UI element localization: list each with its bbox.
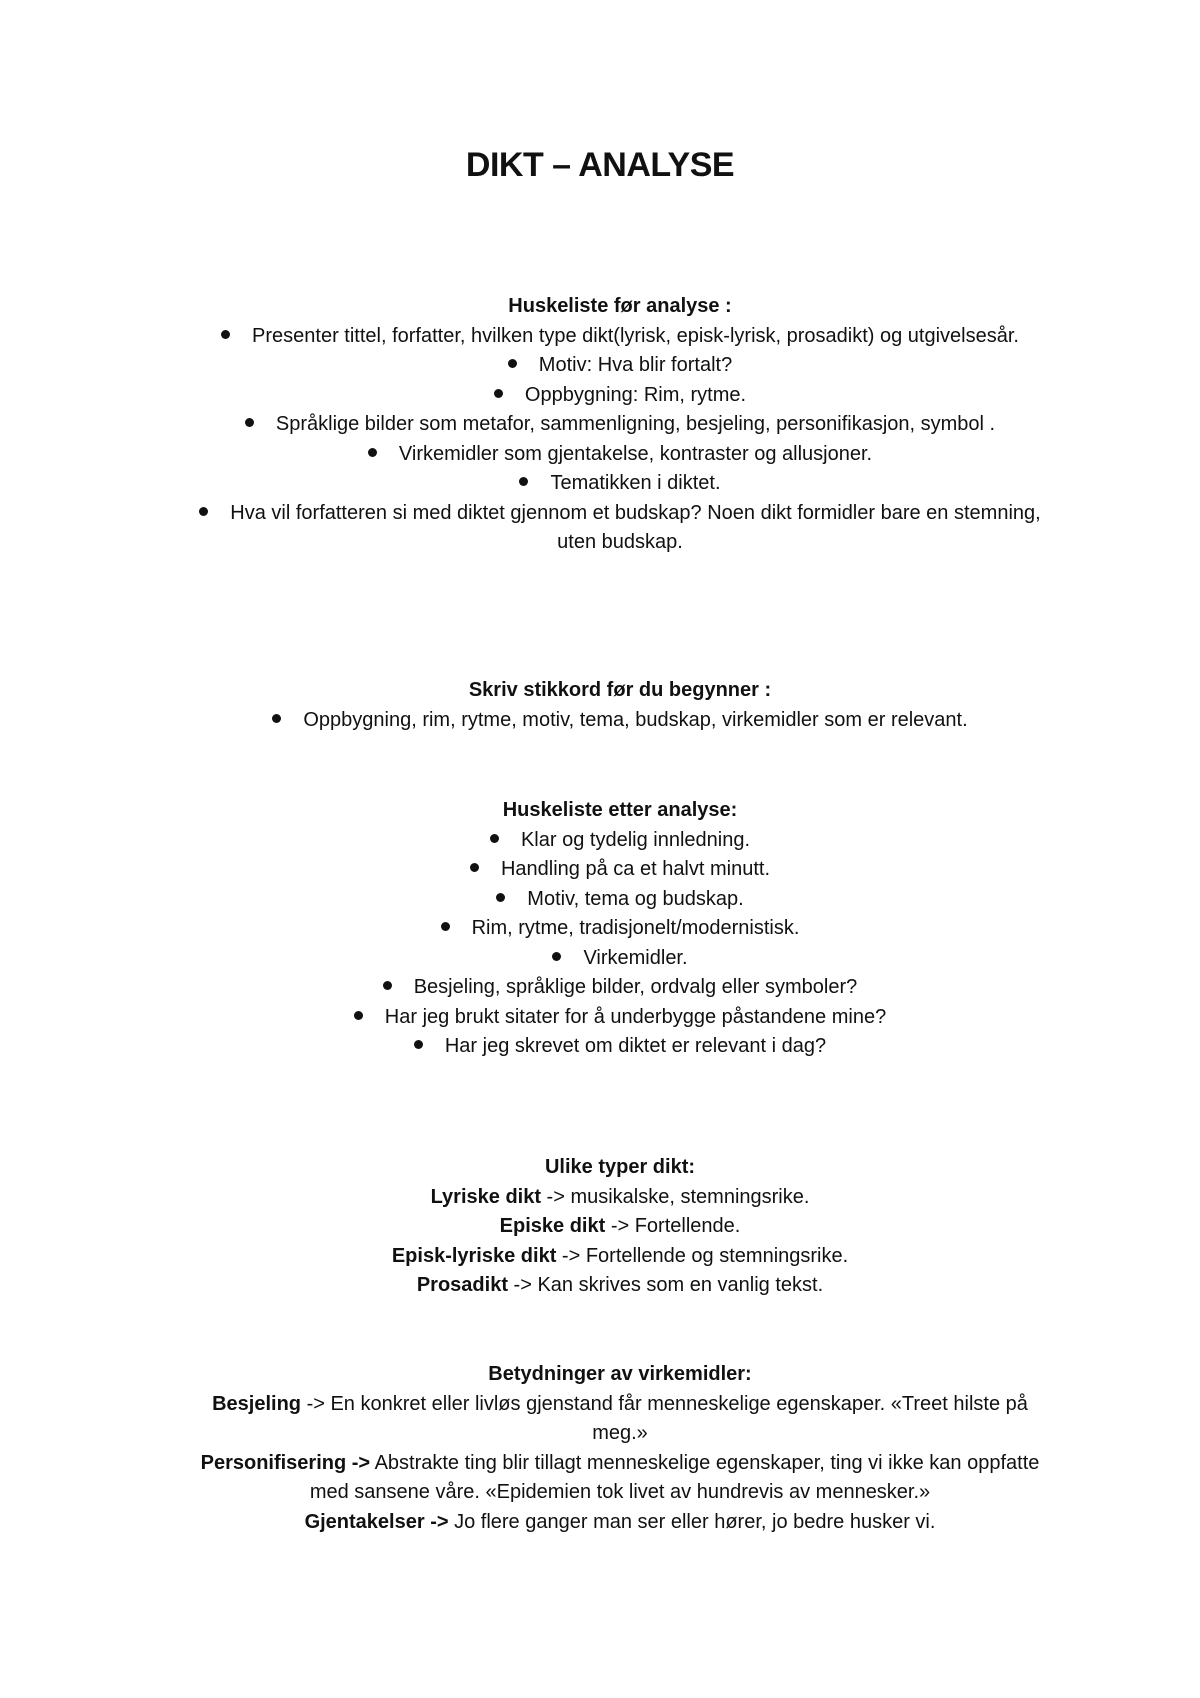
list-item-text: Handling på ca et halvt minutt. bbox=[500, 858, 771, 880]
list-item bbox=[190, 440, 1050, 470]
list-item-text: Hva vil forfatteren si med diktet gjennom et budskap? Noen dikt formidler bare en stemning, uten budskap. bbox=[230, 501, 1041, 553]
list-item bbox=[190, 1032, 1050, 1062]
list-item bbox=[190, 1003, 1050, 1033]
section-checklist-before bbox=[190, 292, 1050, 558]
list-item-text: Motiv, tema og budskap. bbox=[527, 887, 744, 910]
section-heading: Skriv stikkord før du begynner : bbox=[468, 679, 772, 701]
definition-term: Prosadikt bbox=[416, 1274, 508, 1296]
bullet-icon bbox=[552, 952, 561, 961]
definition-text: -> En konkret eller livløs gjenstand får menneskelige egenskaper. «Treet hilste på meg.» bbox=[301, 1392, 1028, 1444]
section-poem-types bbox=[190, 1153, 1050, 1301]
definition-line bbox=[190, 1242, 1050, 1272]
definition-line bbox=[190, 1183, 1050, 1213]
list-item bbox=[190, 410, 1050, 440]
list-item-text: Språklige bilder som metafor, sammenligning, besjeling, personifikasjon, symbol . bbox=[275, 413, 996, 435]
list-item-text: Virkemidler som gjentakelse, kontraster og allusjoner. bbox=[398, 442, 873, 465]
keywords-list bbox=[190, 706, 1050, 736]
section-devices-meaning bbox=[190, 1360, 1050, 1537]
definition-text: -> Fortellende. bbox=[605, 1215, 741, 1237]
bullet-icon bbox=[368, 448, 377, 457]
bullet-icon bbox=[496, 893, 505, 902]
section-heading: Betydninger av virkemidler: bbox=[488, 1363, 752, 1385]
list-item bbox=[190, 885, 1050, 915]
bullet-icon bbox=[221, 330, 230, 339]
list-item-text: Oppbygning: Rim, rytme. bbox=[524, 383, 747, 406]
list-item bbox=[190, 469, 1050, 499]
list-item bbox=[190, 826, 1050, 856]
checklist-before-list bbox=[190, 322, 1050, 558]
bullet-icon bbox=[441, 922, 450, 931]
bullet-icon bbox=[199, 507, 208, 516]
definition-text: Jo flere ganger man ser eller hører, jo bedre husker vi. bbox=[448, 1510, 936, 1533]
section-checklist-after bbox=[190, 796, 1050, 1062]
list-item bbox=[190, 944, 1050, 974]
definition-line bbox=[190, 1390, 1050, 1449]
bullet-icon bbox=[508, 359, 517, 368]
list-item bbox=[190, 499, 1050, 558]
definition-text: -> Fortellende og stemningsrike. bbox=[556, 1244, 849, 1267]
definition-line bbox=[190, 1212, 1050, 1242]
section-heading: Huskeliste før analyse : bbox=[508, 295, 732, 317]
definition-text: Abstrakte ting blir tillagt menneskelige egenskaper, ting vi ikke kan oppfatte med sansene våre. «Epidemien tok livet av hundrevis av mennesker.» bbox=[309, 1451, 1040, 1503]
list-item-text: Tematikken i diktet. bbox=[550, 472, 721, 494]
definition-line bbox=[190, 1271, 1050, 1301]
bullet-icon bbox=[494, 389, 503, 398]
section-keywords bbox=[190, 676, 1050, 735]
list-item-text: Presenter tittel, forfatter, hvilken type dikt(lyrisk, episk-lyrisk, prosadikt) og utgivelsesår. bbox=[252, 324, 1019, 347]
list-item-text: Klar og tydelig innledning. bbox=[520, 828, 751, 851]
checklist-after-list bbox=[190, 826, 1050, 1062]
definition-term: Gjentakelser -> bbox=[304, 1510, 449, 1533]
bullet-icon bbox=[519, 477, 528, 486]
page-title: DIKT – ANALYSE bbox=[465, 146, 735, 184]
bullet-icon bbox=[383, 981, 392, 990]
definition-line bbox=[190, 1449, 1050, 1508]
definition-term: Besjeling bbox=[212, 1392, 302, 1415]
bullet-icon bbox=[272, 714, 281, 723]
list-item bbox=[190, 381, 1050, 411]
bullet-icon bbox=[354, 1011, 363, 1020]
list-item-text: Besjeling, språklige bilder, ordvalg eller symboler? bbox=[413, 976, 858, 998]
definition-term: Episke dikt bbox=[499, 1215, 606, 1237]
definition-term: Episk-lyriske dikt bbox=[391, 1244, 557, 1267]
section-heading: Huskeliste etter analyse: bbox=[502, 799, 738, 821]
section-heading: Ulike typer dikt: bbox=[544, 1156, 696, 1178]
list-item bbox=[190, 706, 1050, 736]
definition-text: -> musikalske, stemningsrike. bbox=[541, 1185, 810, 1208]
definition-line bbox=[190, 1508, 1050, 1538]
list-item-text: Motiv: Hva blir fortalt? bbox=[538, 354, 733, 376]
list-item bbox=[190, 351, 1050, 381]
definition-term: Lyriske dikt bbox=[430, 1185, 541, 1208]
bullet-icon bbox=[245, 418, 254, 427]
list-item bbox=[190, 973, 1050, 1003]
list-item-text: Virkemidler. bbox=[583, 946, 688, 969]
definition-term: Personifisering -> bbox=[200, 1451, 371, 1474]
list-item-text: Rim, rytme, tradisjonelt/modernistisk. bbox=[471, 917, 800, 939]
list-item-text: Har jeg brukt sitater for å underbygge påstandene mine? bbox=[384, 1005, 887, 1028]
list-item-text: Oppbygning, rim, rytme, motiv, tema, budskap, virkemidler som er relevant. bbox=[303, 708, 968, 731]
definition-text: -> Kan skrives som en vanlig tekst. bbox=[508, 1274, 824, 1296]
bullet-icon bbox=[414, 1040, 423, 1049]
bullet-icon bbox=[490, 834, 499, 843]
bullet-icon bbox=[470, 863, 479, 872]
list-item bbox=[190, 322, 1050, 352]
list-item-text: Har jeg skrevet om diktet er relevant i dag? bbox=[444, 1035, 827, 1057]
list-item bbox=[190, 855, 1050, 885]
list-item bbox=[190, 914, 1050, 944]
